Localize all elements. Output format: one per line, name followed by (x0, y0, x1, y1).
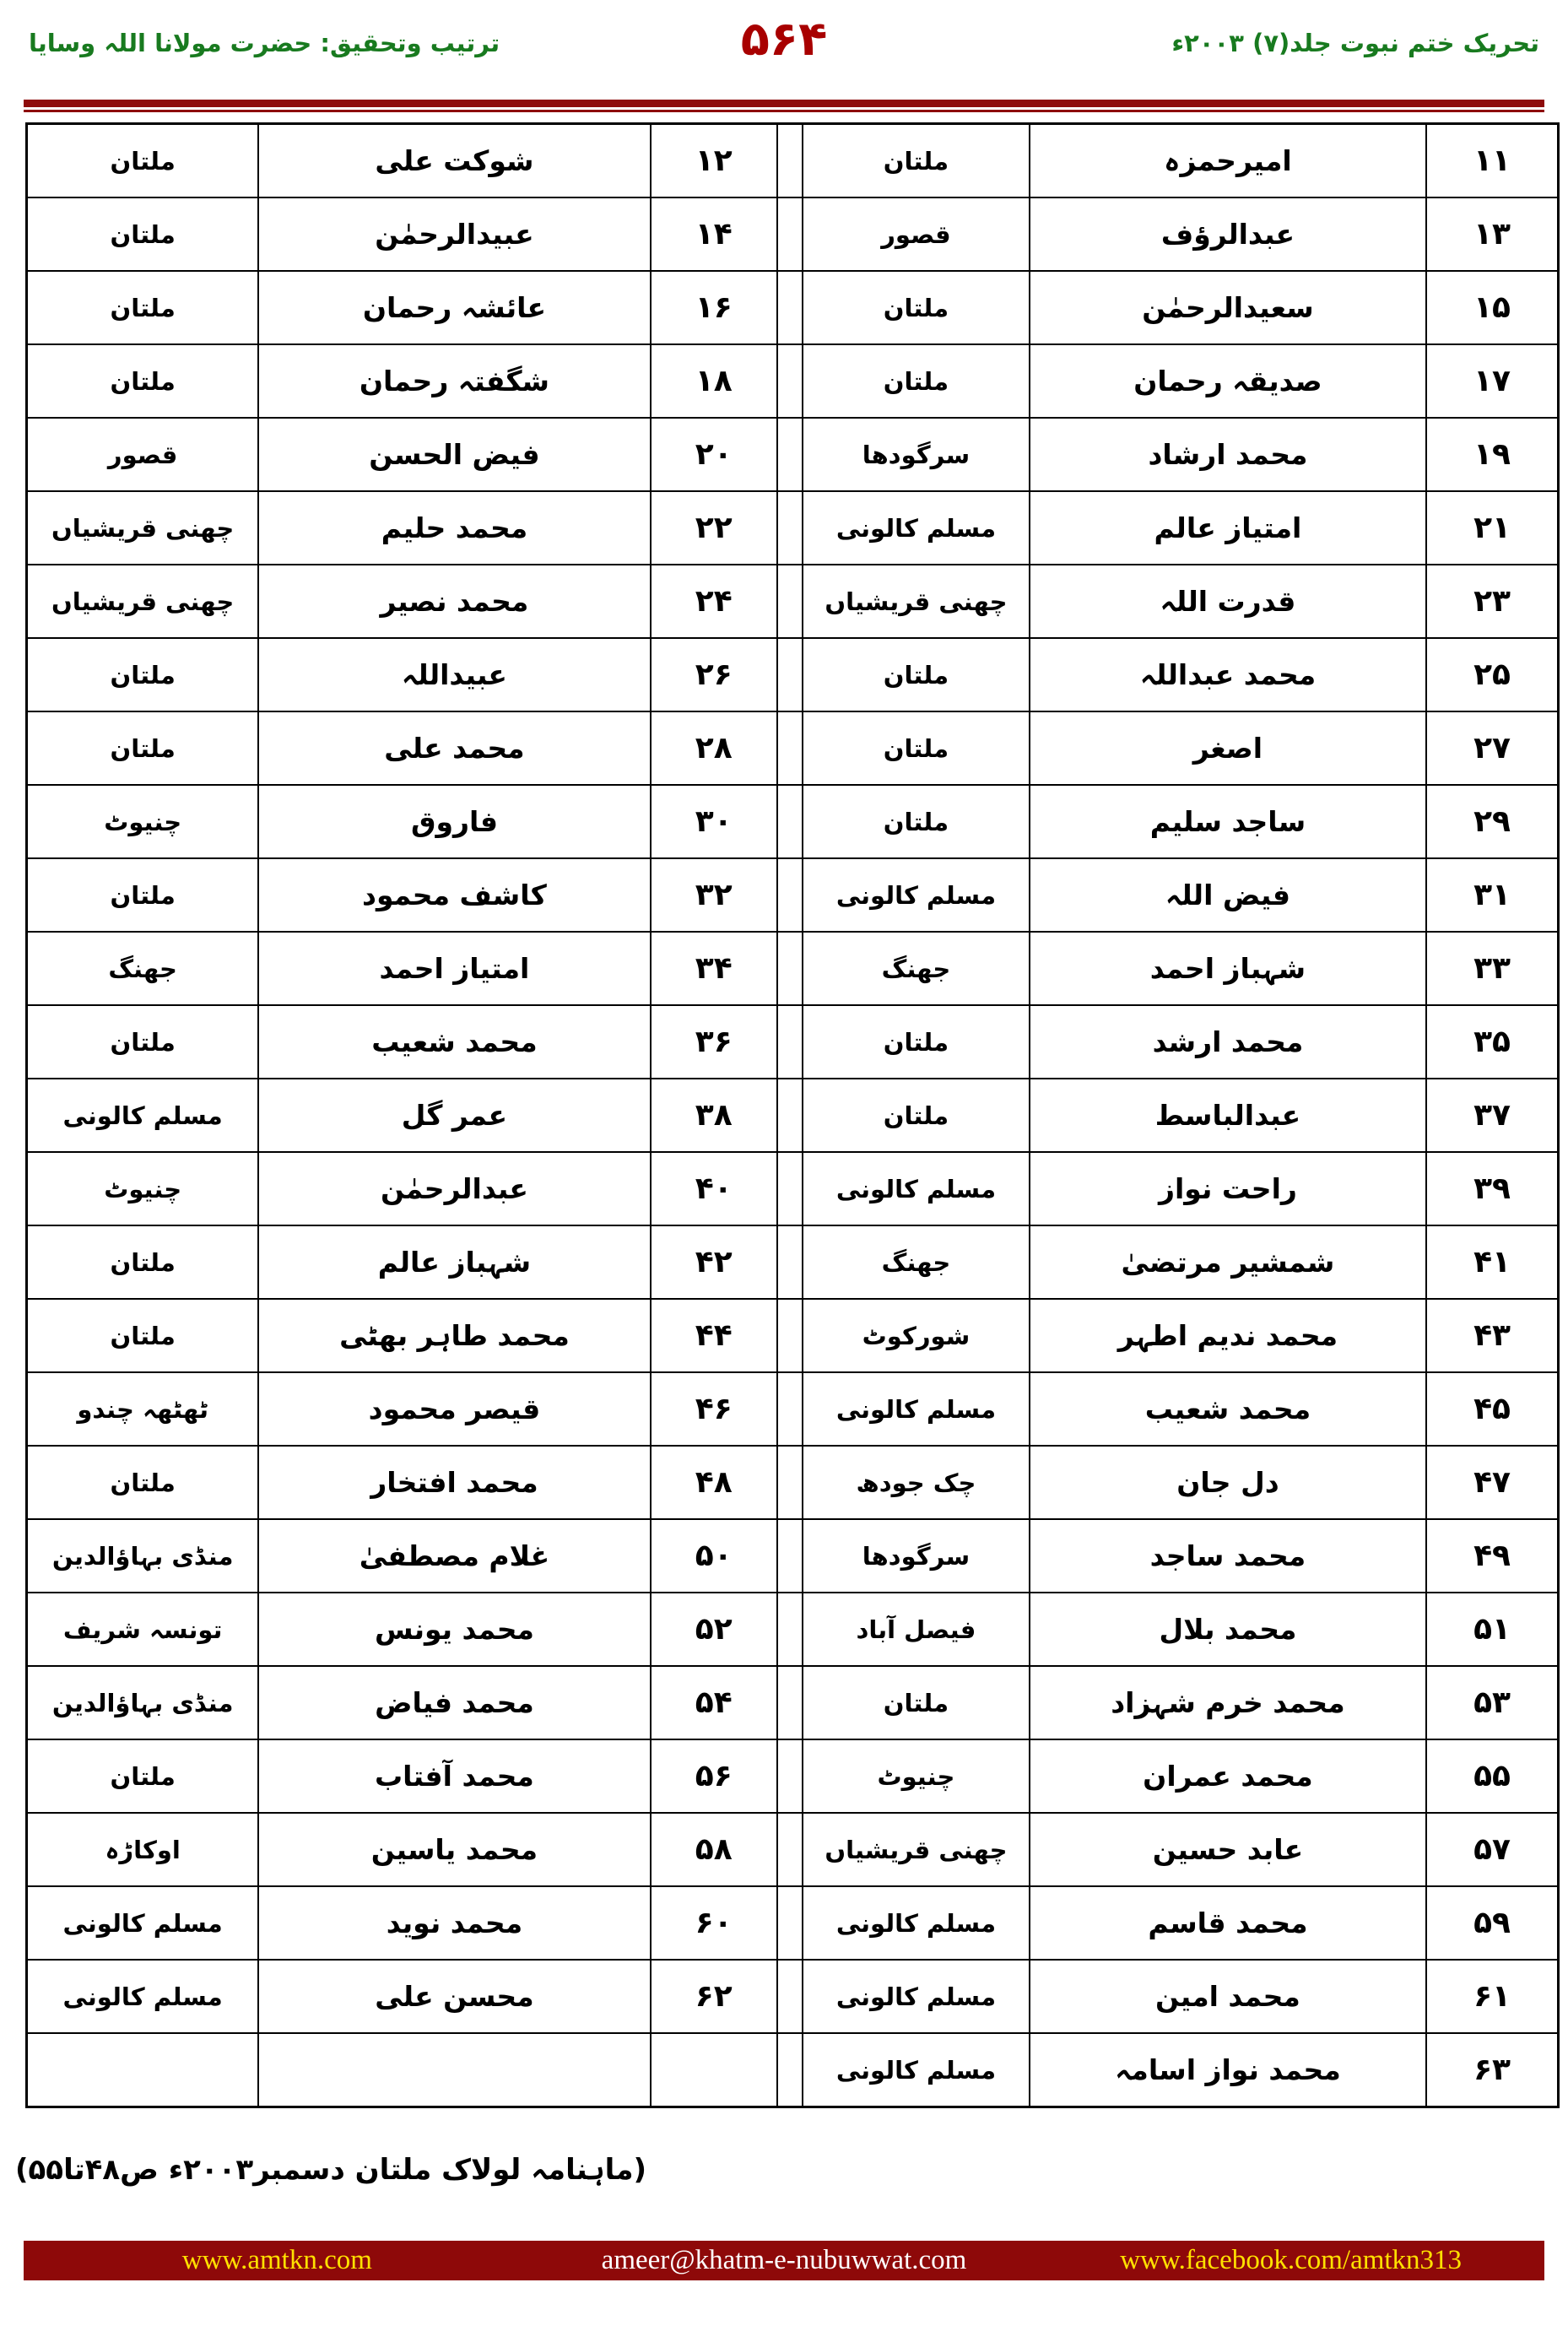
serial-cell: ۴۱ (1426, 1225, 1558, 1299)
facebook-link: www.facebook.com/amtkn313 (1120, 2245, 1463, 2275)
serial-cell: ۱۶ (651, 271, 777, 344)
table-row (27, 638, 1559, 711)
serial-cell: ۳۲ (651, 858, 777, 932)
serial-cell: ۵۰ (651, 1519, 777, 1593)
serial-cell: ۵۹ (1426, 1886, 1558, 1960)
name-cell: محمد ارشاد (1030, 418, 1426, 491)
name-cell: عبیداللہ (258, 638, 650, 711)
divider-cell (777, 1152, 803, 1225)
name-cell: شہباز عالم (258, 1225, 650, 1299)
name-cell: محمد عبداللہ (1030, 638, 1426, 711)
name-cell: محمد طاہر بھٹی (258, 1299, 650, 1372)
city-cell: اوکاڑہ (27, 1813, 259, 1886)
city-cell: ٹھٹھہ چندو (27, 1372, 259, 1446)
table-row (27, 2033, 1559, 2107)
red-rule-thick (24, 100, 1544, 107)
serial-cell: ۱۸ (651, 344, 777, 418)
serial-cell: ۵۳ (1426, 1666, 1558, 1739)
serial-cell (651, 2033, 777, 2107)
serial-cell: ۵۶ (651, 1739, 777, 1813)
city-cell: ملتان (27, 1446, 259, 1519)
divider-cell (777, 1666, 803, 1739)
header-title-right: تحریک ختم نبوت جلد(۷) ۲۰۰۳ء (1171, 29, 1540, 57)
name-cell: شمشیر مرتضیٰ (1030, 1225, 1426, 1299)
city-cell: ملتان (803, 638, 1030, 711)
divider-cell (777, 1299, 803, 1372)
name-cell: محمد قاسم (1030, 1886, 1426, 1960)
divider-cell (777, 1960, 803, 2033)
name-cell: عبدالرؤف (1030, 197, 1426, 271)
city-cell (27, 2033, 259, 2107)
divider-cell (777, 858, 803, 932)
city-cell: ملتان (27, 1299, 259, 1372)
city-cell: چنیوٹ (27, 1152, 259, 1225)
divider-cell (777, 197, 803, 271)
city-cell: چھنی قریشیاں (27, 565, 259, 638)
table-row (27, 1152, 1559, 1225)
name-cell: محمد آفتاب (258, 1739, 650, 1813)
city-cell: چک جودھ (803, 1446, 1030, 1519)
city-cell: منڈی بہاؤالدین (27, 1519, 259, 1593)
serial-cell: ۴۲ (651, 1225, 777, 1299)
page-header (0, 0, 1568, 100)
serial-cell: ۱۷ (1426, 344, 1558, 418)
serial-cell: ۴۸ (651, 1446, 777, 1519)
table-row (27, 1813, 1559, 1886)
name-cell: صدیقہ رحمان (1030, 344, 1426, 418)
table-row (27, 1519, 1559, 1593)
city-cell: ملتان (803, 1079, 1030, 1152)
table-row (27, 1960, 1559, 2033)
page-number: ۵۶۴ (740, 12, 828, 67)
city-cell: سرگودھا (803, 418, 1030, 491)
name-cell: محمد ارشد (1030, 1005, 1426, 1079)
roster-table-body (27, 124, 1559, 2107)
header-divider-rules (24, 100, 1544, 112)
serial-cell: ۲۶ (651, 638, 777, 711)
divider-cell (777, 271, 803, 344)
table-row (27, 491, 1559, 565)
city-cell: مسلم کالونی (27, 1886, 259, 1960)
serial-cell: ۲۱ (1426, 491, 1558, 565)
serial-cell: ۲۴ (651, 565, 777, 638)
table-row (27, 1739, 1559, 1813)
serial-cell: ۵۴ (651, 1666, 777, 1739)
serial-cell: ۶۳ (1426, 2033, 1558, 2107)
name-cell: شوکت علی (258, 124, 650, 198)
table-row (27, 1593, 1559, 1666)
table-row (27, 418, 1559, 491)
city-cell: جھنگ (803, 932, 1030, 1005)
name-cell: محمد ساجد (1030, 1519, 1426, 1593)
divider-cell (777, 1519, 803, 1593)
city-cell: مسلم کالونی (803, 1372, 1030, 1446)
city-cell: ملتان (27, 1225, 259, 1299)
serial-cell: ۲۳ (1426, 565, 1558, 638)
city-cell: ملتان (803, 271, 1030, 344)
name-cell: امیرحمزہ (1030, 124, 1426, 198)
city-cell: مسلم کالونی (803, 858, 1030, 932)
city-cell: ملتان (27, 858, 259, 932)
serial-cell: ۳۶ (651, 1005, 777, 1079)
divider-cell (777, 1813, 803, 1886)
serial-cell: ۴۴ (651, 1299, 777, 1372)
header-title-left: ترتیب وتحقیق: حضرت مولانا اللہ وسایا (29, 29, 500, 57)
table-row (27, 565, 1559, 638)
serial-cell: ۱۱ (1426, 124, 1558, 198)
serial-cell: ۲۸ (651, 711, 777, 785)
name-cell (258, 2033, 650, 2107)
name-cell: محمد امین (1030, 1960, 1426, 2033)
name-cell: عبیدالرحمٰن (258, 197, 650, 271)
serial-cell: ۶۱ (1426, 1960, 1558, 2033)
table-row (27, 1005, 1559, 1079)
divider-cell (777, 638, 803, 711)
name-cell: دل جان (1030, 1446, 1426, 1519)
table-row (27, 124, 1559, 198)
table-row (27, 197, 1559, 271)
city-cell: ملتان (27, 197, 259, 271)
city-cell: ملتان (27, 124, 259, 198)
city-cell: ملتان (803, 711, 1030, 785)
divider-cell (777, 344, 803, 418)
city-cell: جھنگ (27, 932, 259, 1005)
serial-cell: ۴۳ (1426, 1299, 1558, 1372)
serial-cell: ۲۰ (651, 418, 777, 491)
name-cell: قدرت اللہ (1030, 565, 1426, 638)
serial-cell: ۴۹ (1426, 1519, 1558, 1593)
divider-cell (777, 491, 803, 565)
serial-cell: ۳۷ (1426, 1079, 1558, 1152)
divider-cell (777, 1079, 803, 1152)
serial-cell: ۳۹ (1426, 1152, 1558, 1225)
serial-cell: ۴۰ (651, 1152, 777, 1225)
name-cell: سعیدالرحمٰن (1030, 271, 1426, 344)
divider-cell (777, 1886, 803, 1960)
website-link: www.amtkn.com (181, 2245, 372, 2275)
serial-cell: ۶۲ (651, 1960, 777, 2033)
city-cell: ملتان (27, 344, 259, 418)
serial-cell: ۳۵ (1426, 1005, 1558, 1079)
name-cell: محمد یاسین (258, 1813, 650, 1886)
table-row (27, 711, 1559, 785)
table-row (27, 858, 1559, 932)
city-cell: مسلم کالونی (803, 1152, 1030, 1225)
name-cell: محمد بلال (1030, 1593, 1426, 1666)
table-row (27, 1225, 1559, 1299)
city-cell: قصور (27, 418, 259, 491)
divider-cell (777, 1446, 803, 1519)
divider-cell (777, 932, 803, 1005)
city-cell: ملتان (803, 344, 1030, 418)
divider-cell (777, 124, 803, 198)
name-cell: محمد عمران (1030, 1739, 1426, 1813)
name-cell: محمد علی (258, 711, 650, 785)
name-cell: محمد شعیب (1030, 1372, 1426, 1446)
city-cell: چنیوٹ (803, 1739, 1030, 1813)
name-cell: محسن علی (258, 1960, 650, 2033)
table-row (27, 344, 1559, 418)
name-cell: غلام مصطفیٰ (258, 1519, 650, 1593)
divider-cell (777, 1739, 803, 1813)
city-cell: ملتان (27, 1739, 259, 1813)
table-row (27, 1666, 1559, 1739)
city-cell: سرگودھا (803, 1519, 1030, 1593)
city-cell: مسلم کالونی (803, 1960, 1030, 2033)
city-cell: ملتان (27, 271, 259, 344)
city-cell: تونسہ شریف (27, 1593, 259, 1666)
serial-cell: ۲۲ (651, 491, 777, 565)
serial-cell: ۶۰ (651, 1886, 777, 1960)
serial-cell: ۲۹ (1426, 785, 1558, 858)
name-cell: محمد خرم شہزاد (1030, 1666, 1426, 1739)
divider-cell (777, 2033, 803, 2107)
city-cell: قصور (803, 197, 1030, 271)
table-row (27, 785, 1559, 858)
city-cell: ملتان (27, 711, 259, 785)
city-cell: چھنی قریشیاں (803, 1813, 1030, 1886)
city-cell: ملتان (803, 124, 1030, 198)
serial-cell: ۳۱ (1426, 858, 1558, 932)
name-cell: عبدالرحمٰن (258, 1152, 650, 1225)
name-cell: شہباز احمد (1030, 932, 1426, 1005)
serial-cell: ۳۰ (651, 785, 777, 858)
serial-cell: ۵۷ (1426, 1813, 1558, 1886)
table-row (27, 1886, 1559, 1960)
name-cell: فیض الحسن (258, 418, 650, 491)
table-row (27, 1299, 1559, 1372)
name-cell: قیصر محمود (258, 1372, 650, 1446)
footer-bar (24, 2241, 1544, 2280)
name-cell: محمد یونس (258, 1593, 650, 1666)
serial-cell: ۱۴ (651, 197, 777, 271)
name-cell: محمد نوید (258, 1886, 650, 1960)
city-cell: چنیوٹ (27, 785, 259, 858)
name-cell: شگفتہ رحمان (258, 344, 650, 418)
table-row (27, 1372, 1559, 1446)
name-cell: کاشف محمود (258, 858, 650, 932)
serial-cell: ۵۱ (1426, 1593, 1558, 1666)
divider-cell (777, 711, 803, 785)
serial-cell: ۳۴ (651, 932, 777, 1005)
serial-cell: ۱۹ (1426, 418, 1558, 491)
name-cell: عائشہ رحمان (258, 271, 650, 344)
serial-cell: ۵۸ (651, 1813, 777, 1886)
roster-table-wrap (25, 122, 1561, 2108)
city-cell: ملتان (27, 638, 259, 711)
city-cell: چھنی قریشیاں (803, 565, 1030, 638)
city-cell: جھنگ (803, 1225, 1030, 1299)
name-cell: عمر گل (258, 1079, 650, 1152)
serial-cell: ۴۷ (1426, 1446, 1558, 1519)
roster-table (25, 122, 1560, 2108)
table-row (27, 1446, 1559, 1519)
name-cell: امتیاز عالم (1030, 491, 1426, 565)
serial-cell: ۵۵ (1426, 1739, 1558, 1813)
name-cell: ساجد سلیم (1030, 785, 1426, 858)
serial-cell: ۳۸ (651, 1079, 777, 1152)
city-cell: مسلم کالونی (27, 1960, 259, 2033)
serial-cell: ۲۵ (1426, 638, 1558, 711)
city-cell: مسلم کالونی (803, 1886, 1030, 1960)
table-row (27, 932, 1559, 1005)
name-cell: راحت نواز (1030, 1152, 1426, 1225)
name-cell: امتیاز احمد (258, 932, 650, 1005)
divider-cell (777, 418, 803, 491)
name-cell: محمد حلیم (258, 491, 650, 565)
serial-cell: ۲۷ (1426, 711, 1558, 785)
city-cell: مسلم کالونی (27, 1079, 259, 1152)
serial-cell: ۱۲ (651, 124, 777, 198)
name-cell: محمد فیاض (258, 1666, 650, 1739)
source-note: (ماہنامہ لولاک ملتان دسمبر۲۰۰۳ء ص۴۸تا۵۵) (15, 2153, 647, 2187)
city-cell: فیصل آباد (803, 1593, 1030, 1666)
table-row (27, 1079, 1559, 1152)
city-cell: چھنی قریشیاں (27, 491, 259, 565)
serial-cell: ۴۶ (651, 1372, 777, 1446)
name-cell: عبدالباسط (1030, 1079, 1426, 1152)
name-cell: فاروق (258, 785, 650, 858)
divider-cell (777, 1225, 803, 1299)
serial-cell: ۳۳ (1426, 932, 1558, 1005)
divider-cell (777, 1372, 803, 1446)
serial-cell: ۴۵ (1426, 1372, 1558, 1446)
name-cell: محمد ندیم اطہر (1030, 1299, 1426, 1372)
name-cell: محمد نواز اسامہ (1030, 2033, 1426, 2107)
divider-cell (777, 565, 803, 638)
divider-cell (777, 1005, 803, 1079)
city-cell: ملتان (803, 785, 1030, 858)
name-cell: محمد نصیر (258, 565, 650, 638)
serial-cell: ۱۳ (1426, 197, 1558, 271)
name-cell: اصغر (1030, 711, 1426, 785)
name-cell: محمد شعیب (258, 1005, 650, 1079)
name-cell: محمد افتخار (258, 1446, 650, 1519)
city-cell: ملتان (803, 1005, 1030, 1079)
city-cell: مسلم کالونی (803, 2033, 1030, 2107)
city-cell: شورکوٹ (803, 1299, 1030, 1372)
serial-cell: ۵۲ (651, 1593, 777, 1666)
divider-cell (777, 1593, 803, 1666)
email-link: ameer@khatm-e-nubuwwat.com (601, 2245, 967, 2275)
serial-cell: ۱۵ (1426, 271, 1558, 344)
city-cell: ملتان (27, 1005, 259, 1079)
name-cell: عابد حسین (1030, 1813, 1426, 1886)
red-rule-thin (24, 110, 1544, 112)
city-cell: مسلم کالونی (803, 491, 1030, 565)
table-row (27, 271, 1559, 344)
name-cell: فیض اللہ (1030, 858, 1426, 932)
city-cell: ملتان (803, 1666, 1030, 1739)
city-cell: منڈی بہاؤالدین (27, 1666, 259, 1739)
divider-cell (777, 785, 803, 858)
